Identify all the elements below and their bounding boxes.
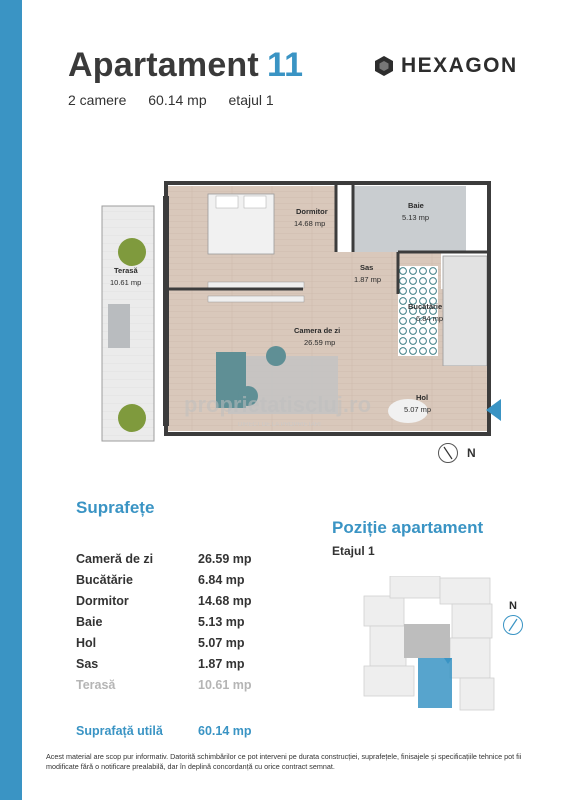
label-bedroom: Dormitor (296, 207, 328, 216)
bed-pillow-left (216, 196, 238, 208)
area-living: 26.59 mp (304, 338, 336, 347)
table-row (76, 674, 276, 695)
disclaimer-text: Acest material are scop pur informativ. Datorită schimbărilor ce pot interveni pe durata construcției, suprafețele, finisajele și specificațiile tehnice pot fii modificate fără o notificare prealabilă, dar în deplină concordanță cu orice contract semnat. (46, 752, 522, 771)
label-bath: Baie (408, 201, 424, 210)
area-terrace: 10.61 mp (110, 278, 142, 287)
label-hall: Hol (416, 393, 429, 402)
page-title (68, 46, 303, 85)
table-row (76, 548, 276, 569)
row-name: Hol (76, 635, 97, 650)
plan-north-label: N (467, 446, 476, 460)
plant-top (118, 238, 146, 266)
total-label: Suprafață utilă (76, 724, 163, 738)
table-row (76, 632, 276, 653)
row-value: 26.59 mp (198, 551, 252, 566)
row-name: Terasă (76, 677, 116, 692)
table-row (76, 611, 276, 632)
label-kitchen: Bucătărie (408, 302, 443, 311)
apartment-highlight (418, 658, 452, 708)
title-text: Apartament (68, 46, 259, 84)
watermark-sub: DIRECT DE LA PROPRIETARI (238, 422, 321, 428)
apartment-area: 60.14 mp (148, 92, 207, 108)
position-floor: Etajul 1 (332, 544, 375, 558)
brochure-page (42, 20, 550, 780)
terrace-table (108, 304, 130, 348)
label-sas: Sas (360, 263, 374, 272)
area-bedroom: 14.68 mp (294, 219, 326, 228)
row-name: Sas (76, 656, 99, 671)
tv-unit (208, 282, 304, 288)
row-value: 10.61 mp (198, 677, 252, 692)
compass-icon (437, 442, 459, 464)
kitchen-floor (398, 266, 438, 356)
row-value: 1.87 mp (198, 656, 245, 671)
row-value: 5.13 mp (198, 614, 245, 629)
row-name: Bucătărie (76, 572, 133, 587)
site-compass (502, 600, 524, 641)
row-value: 5.07 mp (198, 635, 245, 650)
total-row (76, 724, 252, 738)
position-title: Poziție apartament (332, 518, 484, 537)
brand-logo (373, 54, 518, 78)
total-value: 60.14 mp (198, 724, 252, 738)
armchair-1 (266, 346, 286, 366)
apartment-floor: etajul 1 (228, 92, 274, 108)
plant-bottom (118, 404, 146, 432)
area-kitchen: 6.84 mp (416, 314, 444, 323)
row-value: 6.84 mp (198, 572, 245, 587)
surfaces-table (76, 548, 276, 695)
area-bath: 5.13 mp (402, 213, 430, 222)
watermark: proprietatiscluj.ro (184, 392, 372, 417)
label-terrace: Terasă (114, 266, 138, 275)
row-name: Cameră de zi (76, 551, 154, 566)
accent-side-bar (0, 0, 22, 800)
tv-console (208, 296, 304, 302)
kitchen-counter (443, 256, 487, 366)
surfaces-title: Suprafețe (76, 498, 155, 517)
compass-icon (502, 614, 524, 636)
label-living: Camera de zi (294, 326, 341, 335)
hexagon-logo-icon (373, 55, 395, 77)
row-name: Dormitor (76, 593, 129, 608)
rooms-count: 2 camere (68, 92, 127, 108)
bed-pillow-right (244, 196, 266, 208)
plan-compass (437, 442, 476, 464)
site-north-label: N (509, 600, 517, 612)
core-area (404, 624, 450, 658)
building-site-plan (360, 576, 510, 716)
row-name: Baie (76, 614, 103, 629)
table-row (76, 653, 276, 674)
brand-name: HEXAGON (401, 54, 518, 77)
area-sas: 1.87 mp (354, 275, 382, 284)
apartment-summary (68, 92, 292, 108)
row-value: 14.68 mp (198, 593, 252, 608)
table-row (76, 569, 276, 590)
apartment-number: 11 (266, 46, 304, 84)
area-hall: 5.07 mp (404, 405, 432, 414)
floor-plan (98, 156, 548, 456)
table-row (76, 590, 276, 611)
